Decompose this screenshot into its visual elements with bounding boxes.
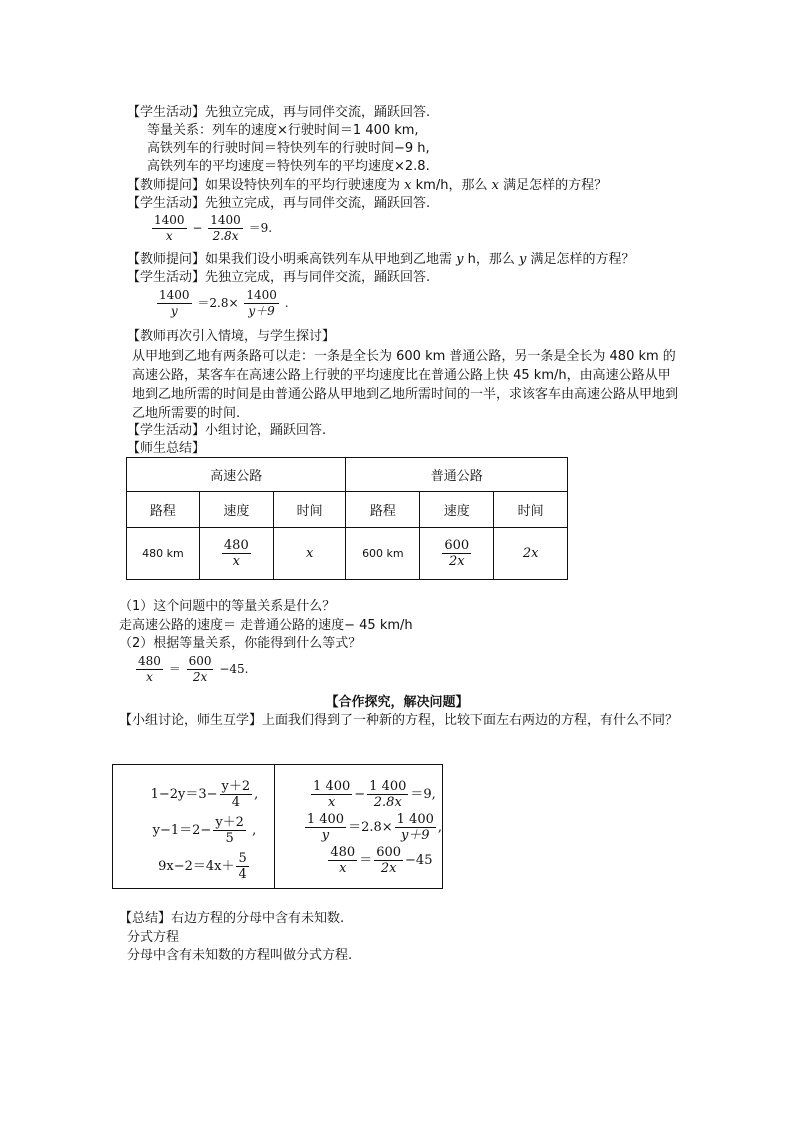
table-group-highway: 高速公路 bbox=[127, 458, 346, 492]
group-discussion: 【小组讨论，师生互学】上面我们得到了一种新的方程，比较下面左右两边的方程，有什么不同？ bbox=[119, 713, 679, 728]
equality-relation-3: 高铁列车的平均速度＝特快列车的平均速度×2.8. bbox=[147, 159, 430, 174]
question-1-answer: 走高速公路的速度＝ 走普通公路的速度− 45 km/h bbox=[119, 618, 413, 633]
table-cell: x bbox=[273, 528, 346, 580]
speed-time-table bbox=[126, 457, 568, 580]
table-cell: $\frac{480}{x}$ bbox=[199, 528, 273, 580]
teacher-scenario-heading: 【教师再次引入情境，与学生探讨】 bbox=[127, 329, 336, 344]
integral-equations-column bbox=[113, 765, 275, 889]
left-equation: 9x−2＝4x＋ $\frac{5}{4}$ bbox=[158, 851, 247, 882]
summary-line-1: 【总结】右边方程的分母中含有未知数. bbox=[119, 911, 345, 926]
table-cell: 480 km bbox=[127, 528, 200, 580]
student-activity-3: 【学生活动】先独立完成，再与同伴交流，踊跃回答. bbox=[127, 270, 431, 285]
equality-relation-1: 等量关系：列车的速度×行驶时间＝1 400 km, bbox=[147, 123, 419, 138]
table-header: 路程 bbox=[127, 492, 200, 528]
table-group-road: 普通公路 bbox=[346, 458, 568, 492]
table-cell: 2x bbox=[494, 528, 568, 580]
table-cell: 600 km bbox=[346, 528, 420, 580]
student-activity-2: 【学生活动】先独立完成，再与同伴交流，踊跃回答. bbox=[127, 196, 431, 211]
table-header: 时间 bbox=[273, 492, 346, 528]
equation-2: $\frac{1400}{y}$ ＝2.8× $\frac{1400}{y+9}$ . bbox=[159, 288, 289, 318]
summary-definition: 分母中含有未知数的方程叫做分式方程. bbox=[127, 948, 353, 963]
table-header: 路程 bbox=[346, 492, 420, 528]
summary-term: 分式方程 bbox=[127, 930, 180, 945]
equation-3: $\frac{480}{x}$ ＝ $\frac{600}{2x}$ −45. bbox=[138, 654, 249, 684]
question-1: （1）这个问题中的等量关系是什么？ bbox=[119, 599, 336, 614]
right-equation: $\frac{480}{x}$ ＝ $\frac{600}{2x}$ −45 bbox=[330, 845, 433, 876]
left-equation: y−1＝2− $\frac{y+2}{5}$ , bbox=[152, 815, 257, 846]
teacher-question-1: 【教师提问】如果设特快列车的平均行驶速度为 x km/h，那么 x 满足怎样的方程？ bbox=[127, 178, 608, 193]
question-2: （2）根据等量关系，你能得到什么等式？ bbox=[119, 636, 362, 651]
summary-heading: 【师生总结】 bbox=[127, 441, 206, 456]
table-header: 速度 bbox=[199, 492, 273, 528]
equality-relation-2: 高铁列车的行驶时间＝特快列车的行驶时间−9 h, bbox=[147, 141, 430, 156]
left-equation: 1−2y＝3− $\frac{y+2}{4}$ , bbox=[150, 779, 259, 810]
right-equation: $\frac{1 400}{y}$ ＝2.8× $\frac{1 400}{y+9}$ , bbox=[306, 812, 442, 843]
section-title: 【合作探究，解决问题】 bbox=[325, 695, 469, 710]
table-header: 时间 bbox=[494, 492, 568, 528]
student-activity-1: 【学生活动】先独立完成，再与同伴交流，踊跃回答. bbox=[127, 105, 431, 120]
student-activity-4: 【学生活动】小组讨论，踊跃回答. bbox=[127, 423, 327, 438]
right-equation: $\frac{1 400}{x}$ − $\frac{1 400}{2.8x}$ ＝9, bbox=[313, 779, 436, 810]
scenario-paragraph: 从甲地到乙地有两条路可以走：一条是全长为 600 km 普通公路，另一条是全长为 480 km 的高速公路，某客车在高速公路上行驶的平均速度比在普通公路上快 45 km/h，由高速公路从甲地到乙地所需的时间是由普通公路从甲地到乙地所需时间的一半，求该客车由高速公路从甲地到乙地所需要的时间. bbox=[132, 349, 679, 421]
table-header: 速度 bbox=[420, 492, 494, 528]
teacher-question-2: 【教师提问】如果我们设小明乘高铁列车从甲地到乙地需 y h，那么 y 满足怎样的方程？ bbox=[127, 252, 635, 267]
equation-1: $\frac{1400}{x}$ − $\frac{1400}{2.8x}$ ＝9. bbox=[154, 213, 273, 243]
fractional-equations-column bbox=[274, 765, 442, 889]
equation-comparison-box bbox=[112, 764, 443, 889]
table-cell: $\frac{600}{2x}$ bbox=[420, 528, 494, 580]
